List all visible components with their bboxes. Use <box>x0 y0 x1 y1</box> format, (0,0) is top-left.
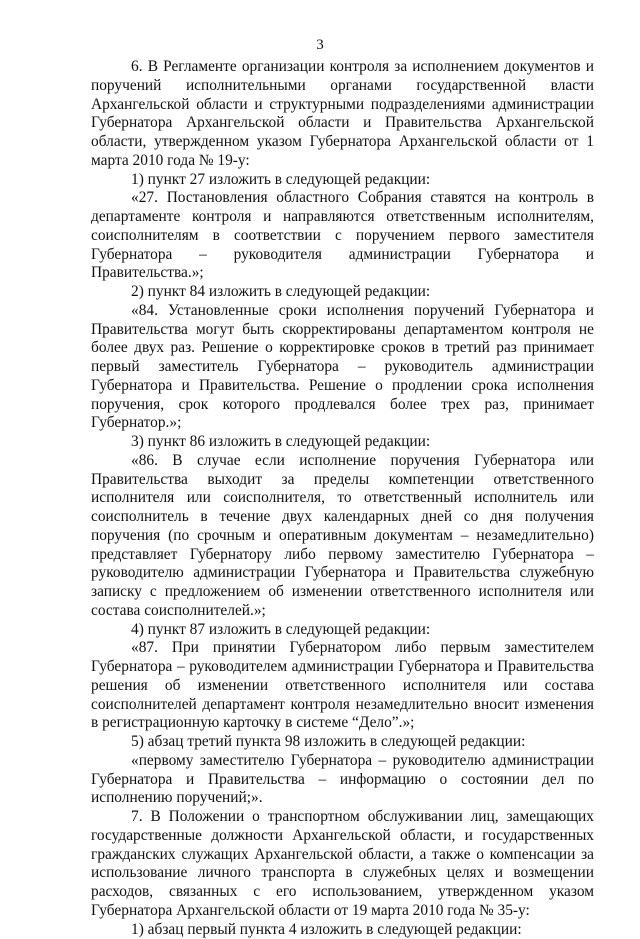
paragraph-subitem-5: 5) абзац третий пункта 98 изложить в следующей редакции: <box>91 733 594 752</box>
paragraph-subitem-1b: 1) абзац первый пункта 4 изложить в следующей редакции: <box>91 921 594 939</box>
paragraph-quote-98: «первому заместителю Губернатора – руководителю администрации Губернатора и Правительства – информацию о состоянии дел по исполнению поручений;». <box>91 752 594 808</box>
paragraph-quote-87: «87. При принятии Губернатором либо первым заместителем Губернатора – руководителем администрации Губернатора и Правительства решения об изменении ответственного исполнителя или состава соисполнителей департамент контроля незамедлительно вносит изменения в регистрационную карточку в системе “Дело”.»; <box>91 639 594 733</box>
paragraph-subitem-3: 3) пункт 86 изложить в следующей редакции: <box>91 433 594 452</box>
paragraph-quote-84: «84. Установленные сроки исполнения поручений Губернатора и Правительства могут быть скорректированы департаментом контроля не более двух раз. Решение о корректировке сроков в третий раз принимает первый заместитель Губернатора – руководитель администрации Губернатора и Правительства. Решение о продлении срока исполнения поручения, срок которого продлевался более трех раз, принимает Губернатор.»; <box>91 302 594 433</box>
paragraph-subitem-2: 2) пункт 84 изложить в следующей редакции: <box>91 283 594 302</box>
paragraph-subitem-1: 1) пункт 27 изложить в следующей редакции: <box>91 171 594 190</box>
paragraph-item-6: 6. В Регламенте организации контроля за исполнением документов и поручений исполнительными органами государственной власти Архангельской области и структурными подразделениями администрации Губернатора Архангельской области и Правительства Архангельской области, утвержденном указом Губернатора Архангельской области от 1 марта 2010 года № 19-у: <box>91 58 594 171</box>
paragraph-item-7: 7. В Положении о транспортном обслуживании лиц, замещающих государственные должности Архангельской области, и государственных гражданских служащих Архангельской области, а также о компенсации за использование личного транспорта в служебных целях и возмещении расходов, связанных с его использованием, утвержденном указом Губернатора Архангельской области от 19 марта 2010 года № 35-у: <box>91 808 594 921</box>
document-body <box>91 58 594 939</box>
paragraph-quote-86: «86. В случае если исполнение поручения Губернатора или Правительства выходит за пределы компетенции ответственного исполнителя или соисполнителя, то ответственный исполнитель или соисполнитель в течение двух календарных дней со дня получения поручения (по срочным и оперативным документам – незамедлительно) представляет Губернатору либо первому заместителю Губернатора – руководителю администрации Губернатора и Правительства служебную записку с предложением об изменении ответственного исполнителя или состава соисполнителей.»; <box>91 452 594 621</box>
paragraph-quote-27: «27. Постановления областного Собрания ставятся на контроль в департаменте контроля и направляются ответственным исполнителям, соисполнителям в соответствии с поручением первого заместителя Губернатора – руководителя администрации Губернатора и Правительства.»; <box>91 189 594 283</box>
page-number: 3 <box>0 36 640 54</box>
paragraph-subitem-4: 4) пункт 87 изложить в следующей редакции: <box>91 621 594 640</box>
